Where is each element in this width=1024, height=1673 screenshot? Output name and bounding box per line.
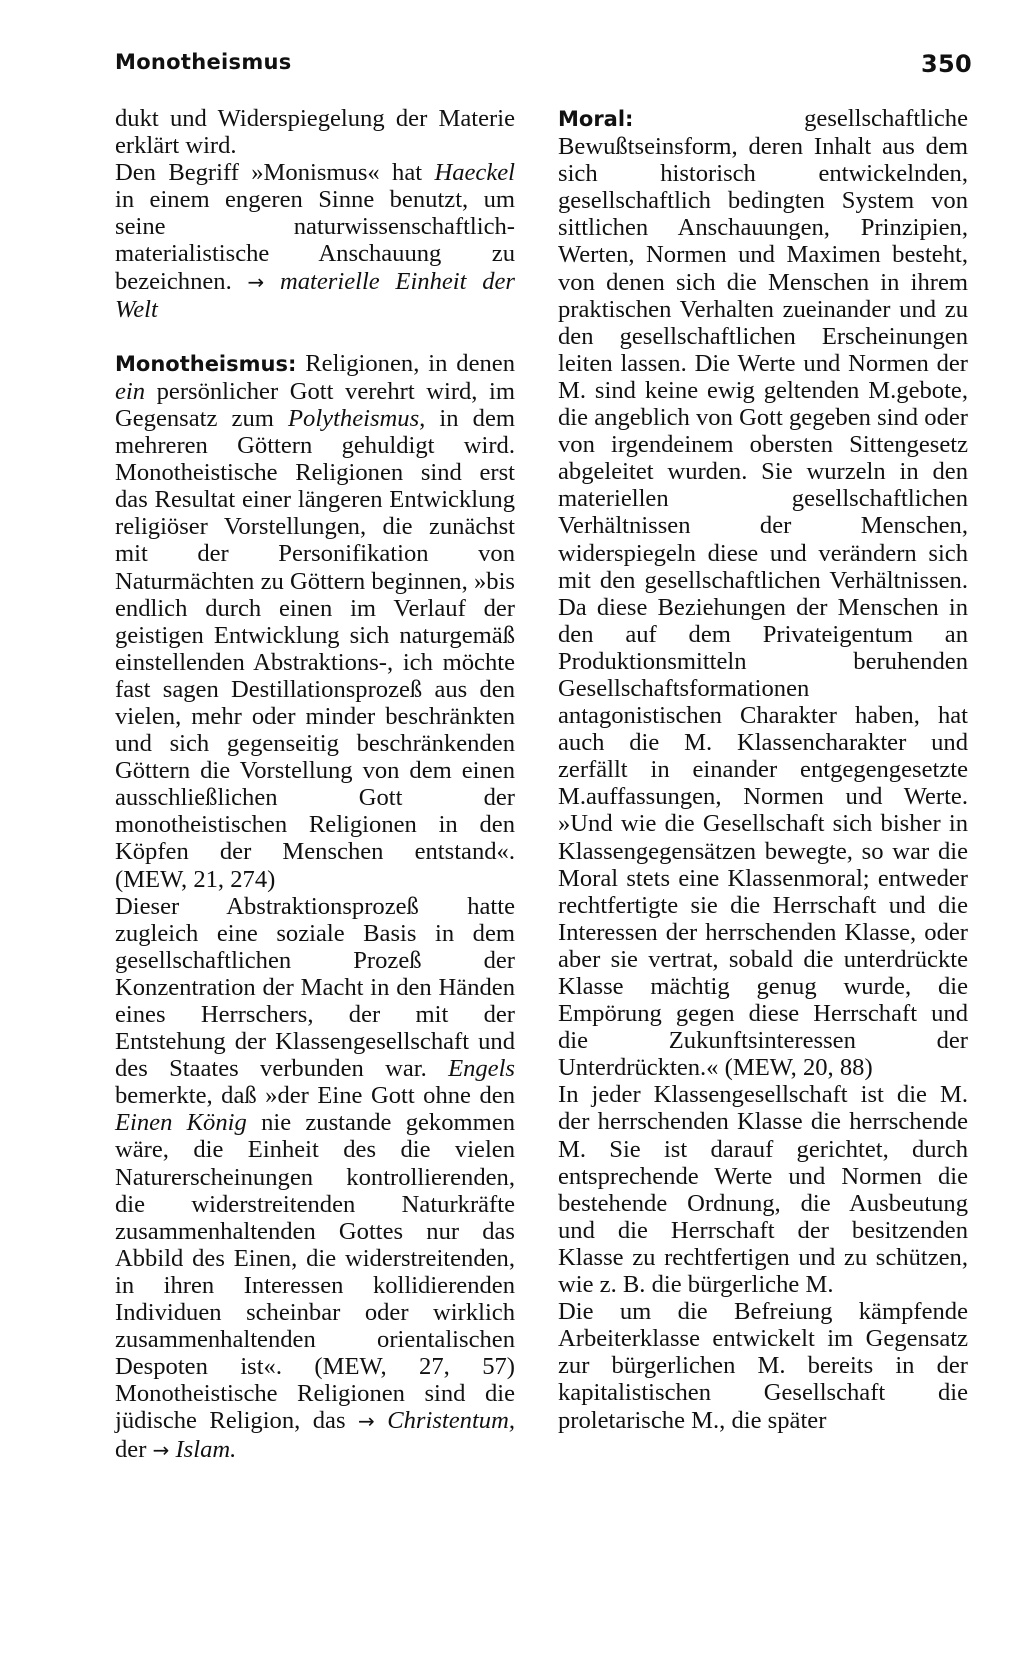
- entry-moral: [558, 105, 968, 1081]
- cross-reference-christentum[interactable]: Christentum,: [387, 1407, 515, 1435]
- page-number: 350: [921, 50, 972, 78]
- paragraph-text: In jeder Klassengesellschaft ist die M. der herrschenden Klasse die herrschende M. Sie ist darauf gerichtet, durch entsprechende Werte und Normen die bestehende Ordnung, die Ausbeutung und die Herrschaft der besitzenden Klasse zu rechtfertigen und zu schützen, wie z. B. die bürgerliche M.: [558, 1081, 968, 1299]
- lemma-monotheismus: Monotheismus:: [115, 351, 297, 376]
- emphasis-ein: ein: [115, 377, 146, 405]
- paragraph-text: Die um die Befreiung kämpfende Arbeiterklasse entwickelt im Gegensatz zur bürgerlichen M. bereits in der kapitalistischen Gesellschaft die proletarische M., die später: [558, 1298, 968, 1434]
- left-column: [115, 105, 515, 1464]
- paragraph-text: gesellschaftliche Bewußtseinsform, deren Inhalt aus dem sich historisch entwickelnden, gesellschaftlich bedingten System von sittlichen Anschauungen, Prinzipien, Werten, Normen und Maximen besteht, von denen sich die Menschen in ihrem praktischen Verhalten zueinander und zu den gesellschaftlichen Erscheinungen leiten lassen. Die Werte und Normen der M. sind keine ewig geltenden M.gebote, die angeblich von Gott gegeben sind oder von irgendeinem obersten Sittengesetz abgeleitet wurden. Sie wurzeln in den materiellen gesellschaftlichen Verhältnissen der Menschen, widerspiegeln diese und verändern sich mit den gesellschaftlichen Verhältnissen. Da diese Beziehungen der Menschen in den auf dem Privateigentum an Produktionsmitteln beruhenden Gesellschaftsformationen antagonistischen Charakter haben, hat auch die M. Klassencharakter und zerfällt in einander entgegengesetzte M.auffassungen, Normen und Werte. »Und wie die Gesellschaft sich bisher in Klassengegensätzen bewegte, so war die Moral stets eine Klassenmoral; entweder rechtfertigte sie die Herrschaft und die Interessen der herrschenden Klasse, oder aber sie vertrat, sobald die unterdrückte Klasse mächtig genug wurde, die Empörung gegen diese Herrschaft und die Zukunftsinteressen der Unterdrückten.« (MEW, 20, 88): [558, 105, 968, 1082]
- paragraph-text: dukt und Widerspiegelung der Materie erklärt wird.: [115, 105, 515, 160]
- lemma-moral: Moral:: [558, 107, 634, 131]
- paragraph-text: Den Begriff »Monismus« hat: [115, 159, 435, 187]
- cross-reference-islam[interactable]: Islam.: [175, 1435, 237, 1463]
- paragraph-text: nie zustande gekommen wäre, die Einheit des die vielen Naturerscheinungen kontrollierenden, die widerstreitenden Naturkräfte zusammenhaltenden Gottes nur das Abbild des Einen, die widerstreitenden, in ihren Interessen kollidierenden Individuen scheinbar oder wirklich zusammenhaltenden orientalischen Despoten ist«. (MEW, 27, 57) Monotheistische Religionen sind die jüdische Religion, das: [115, 1109, 515, 1435]
- entry-monotheismus: [115, 350, 515, 893]
- paragraph-text: der: [115, 1435, 153, 1463]
- paragraph-text: persönlicher Gott verehrt wird, im Gegensatz zum: [115, 377, 515, 432]
- paragraph-text: in einem engeren Sinne benutzt, um seine naturwissenschaftlich-materialistische Anschauung zu bezeichnen.: [115, 186, 515, 295]
- monotheismus-paragraph-2: [115, 893, 515, 1464]
- cross-reference-arrow-icon: →: [247, 269, 265, 294]
- right-column: [558, 105, 968, 1434]
- entry-separator: [115, 323, 515, 350]
- cross-reference-polytheismus[interactable]: Polytheismus,: [288, 404, 426, 432]
- cross-reference-arrow-icon: →: [152, 1437, 170, 1462]
- running-head-title: Monotheismus: [115, 50, 292, 74]
- name-haeckel: Haeckel: [434, 159, 515, 187]
- paragraph-text: Religionen, in denen: [296, 349, 515, 377]
- paragraph-text: in dem mehreren Göttern gehuldigt wird. Monotheistische Religionen sind erst das Resultat einer längeren Entwicklung religiöser Vorstellungen, die zunächst mit der Personifikation von Naturmächten zu Göttern beginnen, »bis endlich durch einen im Verlauf der geistigen Entwicklung sich naturgemäß einstellenden Abstraktions-, ich möchte fast sagen Destillationsprozeß aus den vielen, mehr oder minder beschränkten und sich gegenseitig beschränkenden Göttern die Vorstellung von dem einen ausschließlichen Gott der monotheistischen Religionen in den Köpfen der Menschen entstand«. (MEW, 21, 274): [115, 404, 515, 893]
- moral-paragraph-2: [558, 1081, 968, 1298]
- emphasis-einen-koenig: Einen König: [115, 1109, 247, 1137]
- paragraph-text: bemerkte, daß »der Eine Gott ohne den: [115, 1082, 515, 1110]
- monismus-continuation: [115, 105, 515, 159]
- paragraph-text: Dieser Abstraktionsprozeß hatte zugleich eine soziale Basis in dem gesellschaftlichen Prozeß der Konzentration der Macht in den Händen eines Herrschers, der mit der Entstehung der Klassengesellschaft und des Staates verbunden war.: [115, 892, 515, 1083]
- moral-paragraph-3: [558, 1298, 968, 1433]
- name-engels: Engels: [448, 1055, 515, 1083]
- cross-reference-materielle-einheit[interactable]: materielle Einheit der Welt: [115, 267, 515, 323]
- monismus-haeckel-paragraph: [115, 159, 515, 323]
- cross-reference-arrow-icon: →: [358, 1409, 375, 1434]
